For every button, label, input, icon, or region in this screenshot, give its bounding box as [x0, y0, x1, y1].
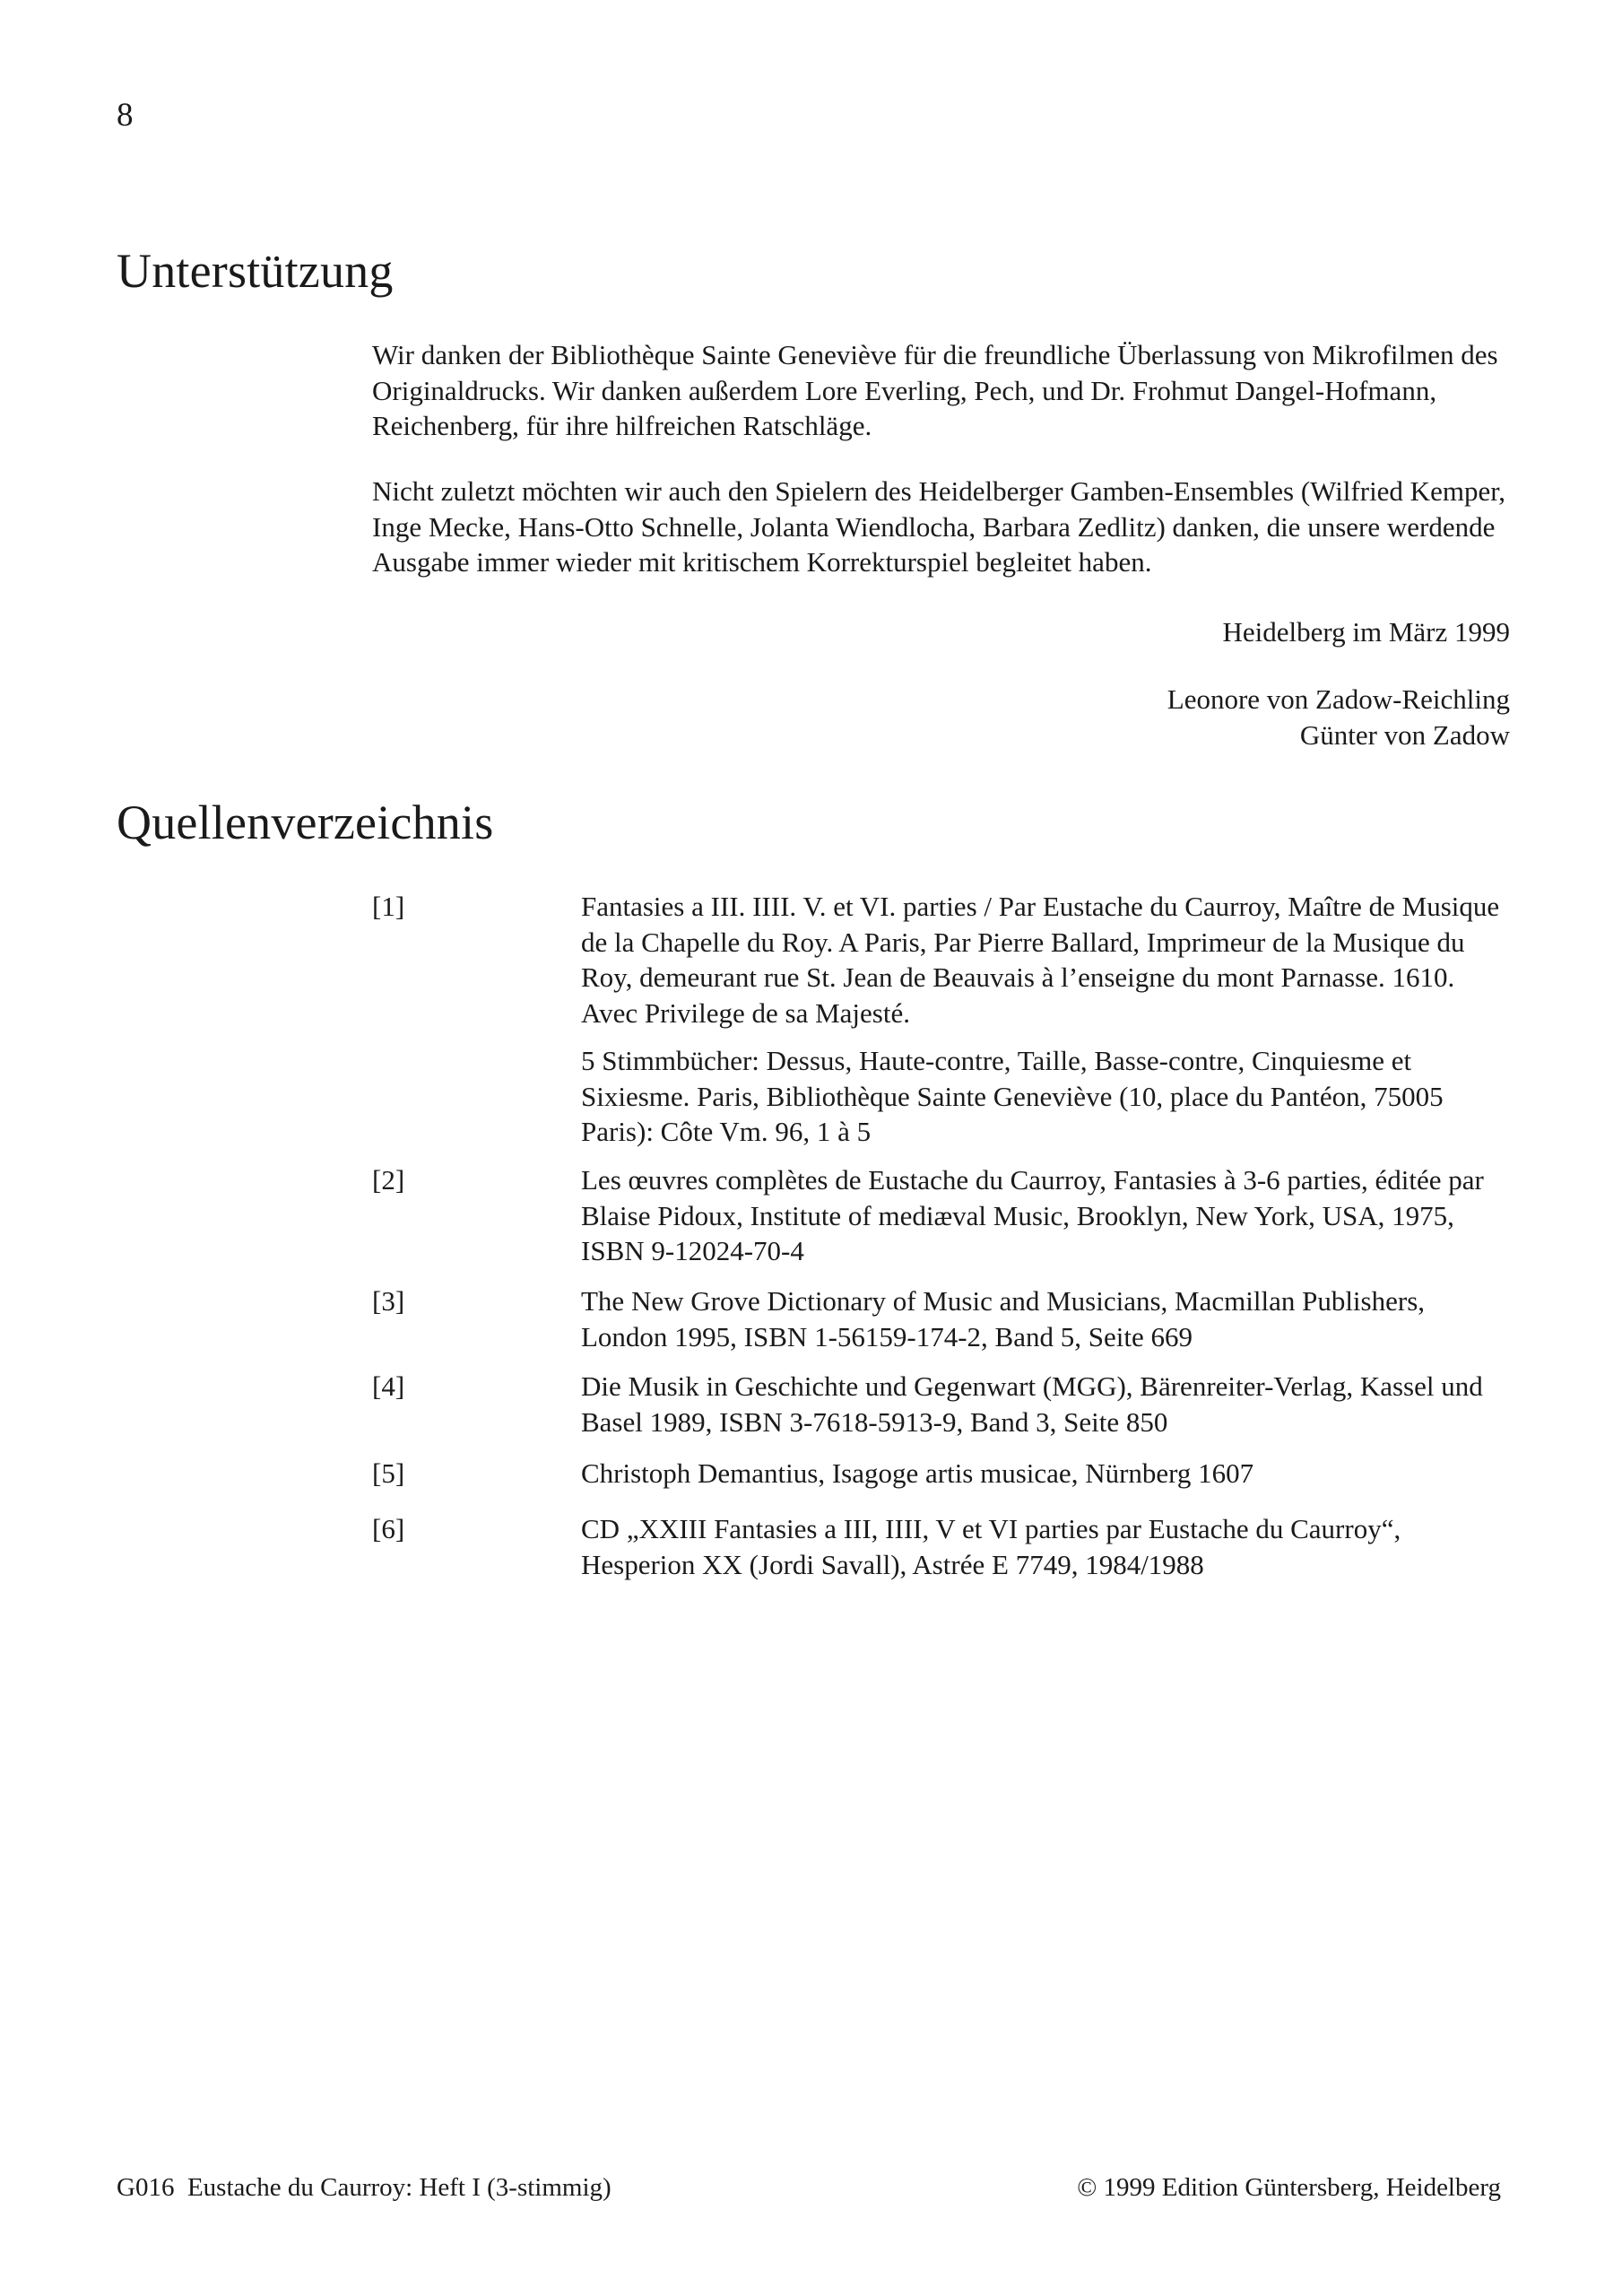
sources-heading: Quellenverzeichnis [117, 796, 494, 849]
source-text-1: Fantasies a III. IIII. V. et VI. parties / Par Eustache du Caurroy, Maître de Musique de la Chapelle du Roy. A Paris, Par Pierre Ballard, Imprimeur de la Musique du Roy, demeurant rue St. Jean de Beauvais à l’enseigne du mont Parnasse. 1610. Avec Privilege de sa Majesté. [581, 891, 1500, 1029]
footer-copyright: © 1999 Edition Güntersberg, Heidelberg [1077, 2173, 1501, 2202]
support-heading: Unterstützung [117, 244, 394, 298]
source-number-1: [1] [372, 891, 405, 922]
source-text-4: Die Musik in Geschichte und Gegenwart (MGG), Bärenreiter-Verlag, Kassel und Basel 1989, ISBN 3-7618-5913-9, Band 3, Seite 850 [581, 1370, 1483, 1438]
source-number-4: [4] [372, 1370, 405, 1402]
source-number-2: [2] [372, 1164, 405, 1196]
source-text-2: Les œuvres complètes de Eustache du Caurroy, Fantasies à 3-6 parties, éditée par Blaise Pidoux, Institute of mediæval Music, Brooklyn, New York, USA, 1975, ISBN 9-12024-70-4 [581, 1164, 1484, 1266]
source-note-1: 5 Stimmbücher: Dessus, Haute-contre, Taille, Basse-contre, Cinquiesme et Sixiesme. Paris, Bibliothèque Sainte Geneviève (10, place du Pantéon, 75005 Paris): Côte Vm. 96, 1 à 5 [581, 1045, 1444, 1147]
source-text-6: CD „XXIII Fantasies a III, IIII, V et VI parties par Eustache du Caurroy“, Hesperion XX (Jordi Savall), Astrée E 7749, 1984/1988 [581, 1513, 1401, 1580]
place-date: Heidelberg im März 1999 [1222, 616, 1510, 648]
page-number: 8 [117, 97, 134, 134]
footer-publication: G016 Eustache du Caurroy: Heft I (3-stimmig) [117, 2173, 612, 2202]
support-paragraph-1: Wir danken der Bibliothèque Sainte Geneviève für die freundliche Überlassung von Mikrofilmen des Originaldrucks. Wir danken außerdem Lore Everling, Pech, und Dr. Frohmut Dangel-Hofmann, Reichenberg, für ihre hilfreichen Ratschläge. [372, 339, 1498, 441]
source-number-5: [5] [372, 1457, 405, 1489]
source-number-6: [6] [372, 1513, 405, 1544]
source-number-3: [3] [372, 1285, 405, 1317]
signatory-2: Günter von Zadow [1299, 719, 1510, 751]
support-paragraph-2: Nicht zuletzt möchten wir auch den Spielern des Heidelberger Gamben-Ensembles (Wilfried Kemper, Inge Mecke, Hans-Otto Schnelle, Jolanta Wiendlocha, Barbara Zedlitz) danken, die unsere werdende Ausgabe immer wieder mit kritischem Korrekturspiel begleitet haben. [372, 475, 1506, 578]
signatory-1: Leonore von Zadow-Reichling [1167, 683, 1510, 715]
source-text-3: The New Grove Dictionary of Music and Musicians, Macmillan Publishers, London 1995, ISBN 1-56159-174-2, Band 5, Seite 669 [581, 1285, 1426, 1352]
source-text-5: Christoph Demantius, Isagoge artis musicae, Nürnberg 1607 [581, 1457, 1254, 1489]
